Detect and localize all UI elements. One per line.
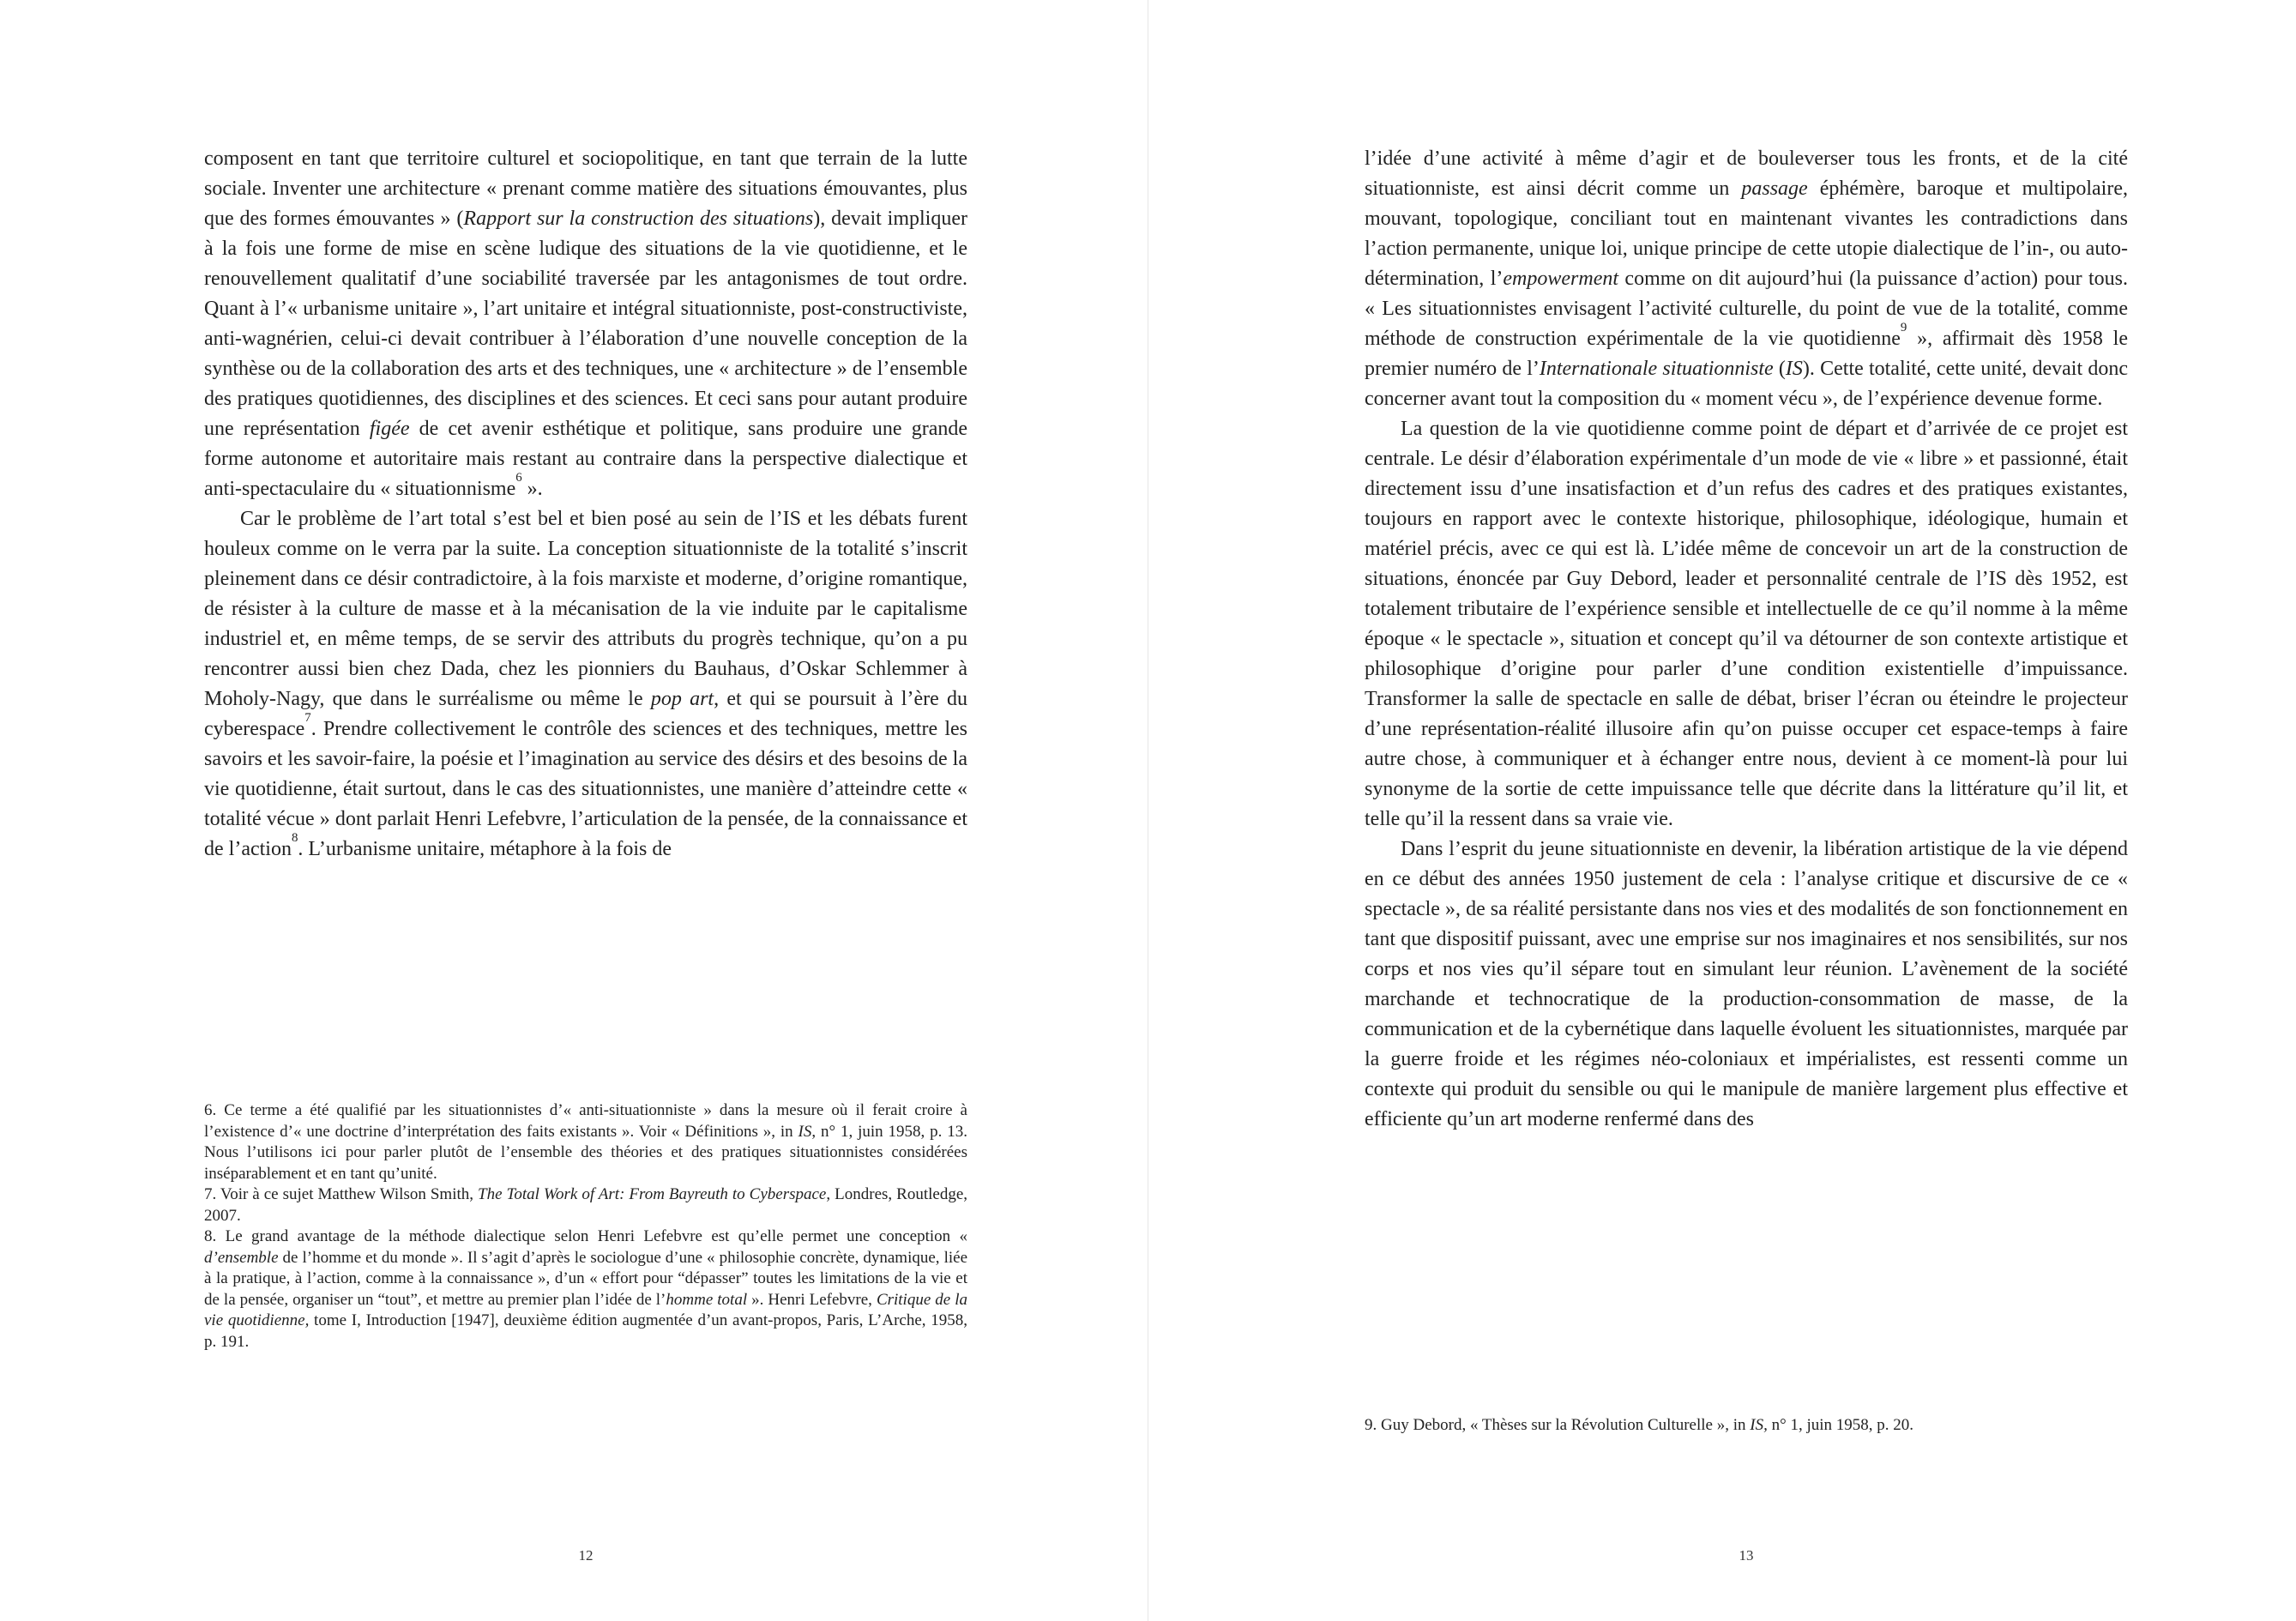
italic-run: pop art [650,688,714,710]
text-run: Car le problème de l’art total s’est bel et bien posé au sein de l’IS et les débats furent houleux comme on le verra par la suite. La conception situationniste de la totalité s’inscrit pleinement dans ce désir contradictoire, à la fois marxiste et moderne, d’origine romantique, de résister à la culture de masse et à la mécanisation de la vie induite par le capitalisme industriel et, en même temps, de se servir des attributs du progrès technique, qu’on a pu rencontrer aussi bien chez Dada, chez les pionniers du Bauhaus, d’Oskar Schlemmer à Moholy-Nagy, que dans le surréalisme ou même le [204,508,967,710]
text-run: éphémère, baroque et multipolaire, mouvant, topologique, conciliant tout en maintenant vivantes les contradictions dans l’action permanente, unique loi, unique principe de cette utopie dialectique de l’in-, ou auto-détermination, l’ [1365,178,2128,290]
text-run: , n° 1, juin 1958, p. 13. Nous l’utilisons ici pour parler plutôt de l’ensemble des théories et des pratiques situationnistes considérées inséparablement et en tant qu’unité. [204,1122,968,1183]
body-text-left [204,144,967,865]
text-run: composent en tant que territoire culturel et sociopolitique, en tant que terrain de la lutte sociale. Inventer une architecture « prenant comme matière des situations émouvantes, plus que des formes émouvantes » ( [204,148,967,230]
italic-run: figée [369,418,410,440]
text-run: 9. Guy Debord, « Thèses sur la Révolution Culturelle », in [1365,1416,1751,1434]
footnote-reference: 8 [291,830,298,845]
italic-run: IS [1785,358,1803,380]
paragraph [1365,414,2128,835]
paragraph [1365,835,2128,1135]
text-run: ), devait impliquer à la fois une forme de mise en scène ludique des situations de la vie quotidienne, et le renouvellement qualitatif d’une sociabilité traversée par les antagonismes de tout ordre. Quant à l’« urbanisme unitaire », l’art unitaire et intégral situationniste, post-constructiviste, anti-wagnérien, celui-ci devait contribuer à l’élaboration d’une nouvelle conception de la synthèse ou de la collaboration des arts et des techniques, une « architecture » de l’ensemble des pratiques quotidiennes, des disciplines et des sciences. Et ceci sans pour autant produire une représentation [204,208,967,440]
text-run: , Londres, Routledge, 2007. [204,1185,968,1225]
text-run: 6. Ce terme a été qualifié par les situationnistes d’« anti-situationniste » dans la mesure où il ferait croire à l’existence d’« une doctrine d’interprétation des faits existants ». Voir « Définitions », in [204,1101,967,1141]
text-run: n° 1, juin 1958, p. 20. [1767,1416,1913,1434]
italic-run: empowerment [1503,268,1619,290]
footnotes-left [204,1100,967,1353]
footnote [1365,1415,2128,1437]
italic-run: Rapport sur la construction des situations [463,208,814,230]
text-run: . L’urbanisme unitaire, métaphore à la fois de [298,838,672,860]
text-run: de l’homme et du monde ». Il s’agit d’après le sociologue d’une « philosophie concrète, dynamique, liée à la pratique, à l’action, comme à la connaissance », d’un « effort pour “dépasser” toutes les limitations de la vie et de la pensée, organiser un “tout”, et mettre au premier plan l’idée de l’ [204,1248,967,1309]
text-run: , et qui se poursuit à l’ère du cyberespace [204,688,967,740]
text-run: ». Henri Lefebvre, [747,1290,877,1309]
italic-run: Internationale situationniste [1539,358,1774,380]
italic-run: d’ensemble [204,1248,279,1267]
italic-run: The Total Work of Art: From Bayreuth to Cyberspace [478,1185,827,1203]
page-right [1148,0,2296,1621]
footnotes-right [1365,1415,2128,1437]
italic-run: IS [798,1122,812,1141]
italic-run: IS, [1750,1416,1768,1434]
page-number-right: 13 [1739,1547,1754,1564]
paragraph [1365,144,2128,414]
body-text-right [1365,144,2128,1135]
footnote-reference: 6 [515,470,522,485]
text-run: 7. Voir à ce sujet Matthew Wilson Smith, [204,1185,479,1203]
text-run: ). Cette totalité, cette unité, devait donc concerner avant tout la composition du « moment vécu », de l’expérience devenue forme. [1365,358,2128,410]
text-run: ( [1773,358,1786,380]
text-run: Dans l’esprit du jeune situationniste en devenir, la libération artistique de la vie dépend en ce début des années 1950 justement de cela : l’analyse critique et discursive de ce « spectacle », de sa réalité persistante dans nos vies et des modalités de son fonctionnement en tant que dispositif puissant, avec une emprise sur nos imaginaires et nos sensibilités, sur nos corps et nos vies qu’il sépare tout en simulant leur réunion. L’avènement de la société marchande et technocratique de la production-consommation de masse, de la communication et de la cybernétique dans laquelle évoluent les situationnistes, marquée par la guerre froide et les régimes néo-coloniaux et impérialistes, est ressenti comme un contexte qui produit du sensible ou qui le manipule de manière largement plus effective et efficiente qu’un art moderne renfermé dans des [1365,838,2128,1130]
text-run: ». [521,478,543,500]
paragraph [204,504,967,865]
footnote [204,1100,967,1184]
page-number-left: 12 [578,1547,594,1564]
footnote-reference: 7 [304,710,311,725]
text-run: tome I, Introduction [1947], deuxième édition augmentée d’un avant-propos, Paris, L’Arche, 1958, p. 191. [204,1311,967,1351]
italic-run: homme total [666,1290,748,1309]
text-run: comme on dit aujourd’hui (la puissance d’action) pour tous. « Les situationnistes envisagent l’activité culturelle, du point de vue de la totalité, comme méthode de construction expérimentale de la vie quotidienne [1365,268,2128,350]
footnote [204,1226,967,1353]
paragraph [204,144,967,504]
footnote [204,1184,967,1226]
italic-run: passage [1741,178,1808,200]
footnote-reference: 9 [1900,320,1907,334]
text-run: », affirmait dès 1958 le premier numéro de l’ [1365,328,2128,380]
text-run: La question de la vie quotidienne comme point de départ et d’arrivée de ce projet est centrale. Le désir d’élaboration expérimentale d’un mode de vie « libre » et passionné, était directement issu d’une insatisfaction et d’un refus des cadres et des pratiques existantes, toujours en rapport avec le contexte historique, philosophique, idéologique, humain et matériel précis, avec ce qui est là. L’idée même de concevoir un art de la construction de situations, énoncée par Guy Debord, leader et personnalité centrale de l’IS dès 1952, est totalement tributaire de l’expérience sensible et intellectuelle de ce qu’il nomme à la même époque « le spectacle », situation et concept qu’il va détourner de son contexte artistique et philosophique d’origine pour parler d’une condition existentielle d’impuissance. Transformer la salle de spectacle en salle de débat, briser l’écran ou éteindre le projecteur d’une représentation-réalité illusoire afin qu’on puisse occuper cet espace-temps à faire autre chose, à communiquer et à échanger entre nous, devient à ce moment-là pour lui synonyme de la sortie de cette impuissance telle que décrite dans la littérature qu’il lit, et telle qu’il la ressent dans sa vraie vie. [1365,418,2128,830]
text-run: l’idée d’une activité à même d’agir et de bouleverser tous les fronts, et de la cité situationniste, est ainsi décrit comme un [1365,148,2128,200]
text-run: . Prendre collectivement le contrôle des sciences et des techniques, mettre les savoirs et les savoir-faire, la poésie et l’imagination au service des désirs et des besoins de la vie quotidienne, était surtout, dans le cas des situationnistes, une manière d’atteindre cette « totalité vécue » dont parlait Henri Lefebvre, l’articulation de la pensée, de la connaissance et de l’action [204,718,967,860]
italic-run: Critique de la vie quotidienne, [204,1290,967,1329]
text-run: 8. Le grand avantage de la méthode dialectique selon Henri Lefebvre est qu’elle permet une conception « [204,1227,967,1245]
text-run: de cet avenir esthétique et politique, sans produire une grande forme autonome et autoritaire mais restant au contraire dans la perspective dialectique et anti-spectaculaire du « situationnisme [204,418,968,500]
